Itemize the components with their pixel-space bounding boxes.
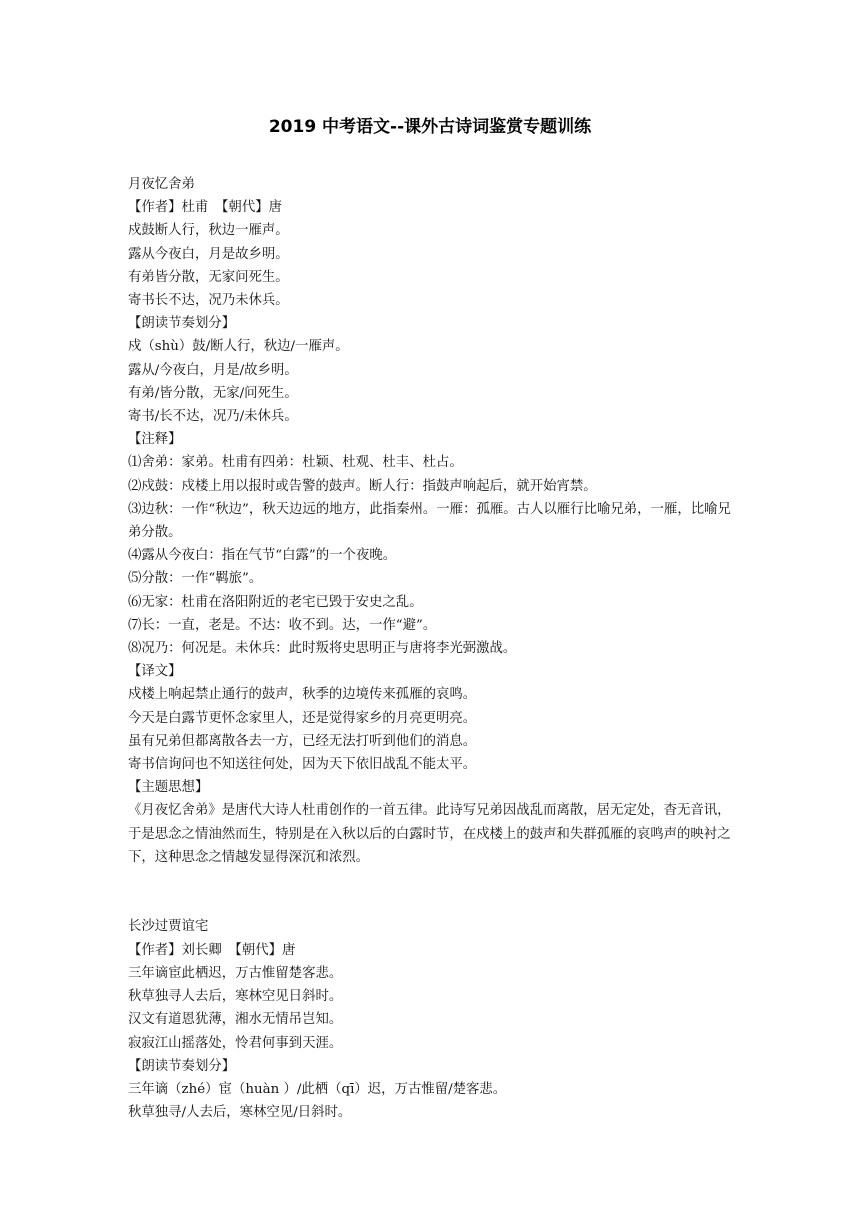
translation-line: 寄书信询问也不知送往何处，因为天下依旧战乱不能太平。 bbox=[128, 757, 477, 773]
translation-line: 虽有兄弟但都离散各去一方，已经无法打听到他们的消息。 bbox=[128, 733, 477, 749]
page-title: 2019 中考语文--课外古诗词鉴赏专题训练 bbox=[268, 117, 592, 137]
notes-list bbox=[128, 451, 736, 660]
theme-heading: 【主题思想】 bbox=[128, 780, 209, 796]
poem-line: 露从今夜白，月是故乡明。 bbox=[128, 246, 289, 262]
poem-line: 寂寂江山摇落处，怜君何事到天涯。 bbox=[128, 1035, 343, 1051]
poem-lines bbox=[128, 219, 736, 312]
poem-line: 三年谪宦此栖迟，万古惟留楚客悲。 bbox=[128, 965, 343, 981]
rhythm-line: 有弟/皆分散，无家/问死生。 bbox=[128, 385, 298, 401]
rhythm-lines bbox=[128, 335, 736, 428]
rhythm-heading: 【朗读节奏划分】 bbox=[128, 316, 236, 332]
translation-heading: 【译文】 bbox=[128, 664, 182, 680]
rhythm-line: 寄书/长不达，况乃/未休兵。 bbox=[128, 409, 298, 425]
theme-paragraph: 《月夜忆舍弟》是唐代大诗人杜甫创作的一首五律。此诗写兄弟因战乱而离散，居无定处，杳无音讯，于是思念之情油然而生，特别是在入秋以后的白露时节，在戍楼上的鼓声和失群孤雁的哀鸣声的映衬之下，这种思念之情越发显得深沉和浓烈。 bbox=[128, 803, 731, 865]
rhythm-line: 秋草独寻/人去后，寒林空见/日斜时。 bbox=[128, 1105, 352, 1121]
note-item: ⑴舍弟：家弟。杜甫有四弟：杜颖、杜观、杜丰、杜占。 bbox=[128, 455, 463, 471]
translation-lines bbox=[128, 683, 736, 776]
rhythm-line: 戍（shù）鼓/断人行，秋边/一雁声。 bbox=[128, 339, 349, 355]
note-item: ⑶边秋：一作“秋边”，秋天边远的地方，此指秦州。一雁：孤雁。古人以雁行比喻兄弟，一雁，比喻兄弟分散。 bbox=[128, 501, 731, 541]
poem-title: 长沙过贾谊宅 bbox=[128, 919, 209, 935]
rhythm-line: 露从/今夜白，月是/故乡明。 bbox=[128, 362, 298, 378]
rhythm-line: 三年谪（zhé）宦（huàn ）/此栖（qī）迟，万古惟留/楚客悲。 bbox=[128, 1081, 507, 1097]
note-item: ⑷露从今夜白：指在气节“白露”的一个夜晚。 bbox=[128, 548, 397, 564]
translation-line: 戍楼上响起禁止通行的鼓声，秋季的边境传来孤雁的哀鸣。 bbox=[128, 687, 477, 703]
section-spacer bbox=[128, 869, 736, 915]
author-line: 【作者】杜甫 【朝代】唐 bbox=[128, 200, 282, 216]
rhythm-heading: 【朗读节奏划分】 bbox=[128, 1058, 236, 1074]
poem-line: 戍鼓断人行，秋边一雁声。 bbox=[128, 223, 289, 239]
document-body bbox=[128, 173, 736, 1124]
note-item: ⑺长：一直，老是。不达：收不到。达，一作“避”。 bbox=[128, 617, 437, 633]
note-item: ⑻况乃：何况是。未休兵：此时叛将史思明正与唐将李光弼激战。 bbox=[128, 641, 517, 657]
poem-title: 月夜忆舍弟 bbox=[128, 177, 195, 192]
poem-section-2 bbox=[128, 915, 736, 1124]
note-item: ⑹无家：杜甫在洛阳附近的老宅已毁于安史之乱。 bbox=[128, 594, 423, 610]
rhythm-lines bbox=[128, 1078, 736, 1124]
notes-heading: 【注释】 bbox=[128, 432, 182, 448]
author-line: 【作者】刘长卿 【朝代】唐 bbox=[128, 942, 296, 958]
poem-line: 秋草独寻人去后，寒林空见日斜时。 bbox=[128, 989, 343, 1005]
poem-lines bbox=[128, 962, 736, 1055]
translation-line: 今天是白露节更怀念家里人，还是觉得家乡的月亮更明亮。 bbox=[128, 710, 477, 726]
poem-line: 汉文有道恩犹薄，湘水无情吊岂知。 bbox=[128, 1012, 343, 1028]
poem-line: 寄书长不达，况乃未休兵。 bbox=[128, 293, 289, 309]
note-item: ⑸分散：一作“羁旅”。 bbox=[128, 571, 263, 587]
poem-section-1 bbox=[128, 173, 736, 869]
note-item: ⑵戍鼓：戍楼上用以报时或告警的鼓声。断人行：指鼓声响起后，就开始宵禁。 bbox=[128, 478, 597, 494]
poem-line: 有弟皆分散，无家问死生。 bbox=[128, 269, 289, 285]
